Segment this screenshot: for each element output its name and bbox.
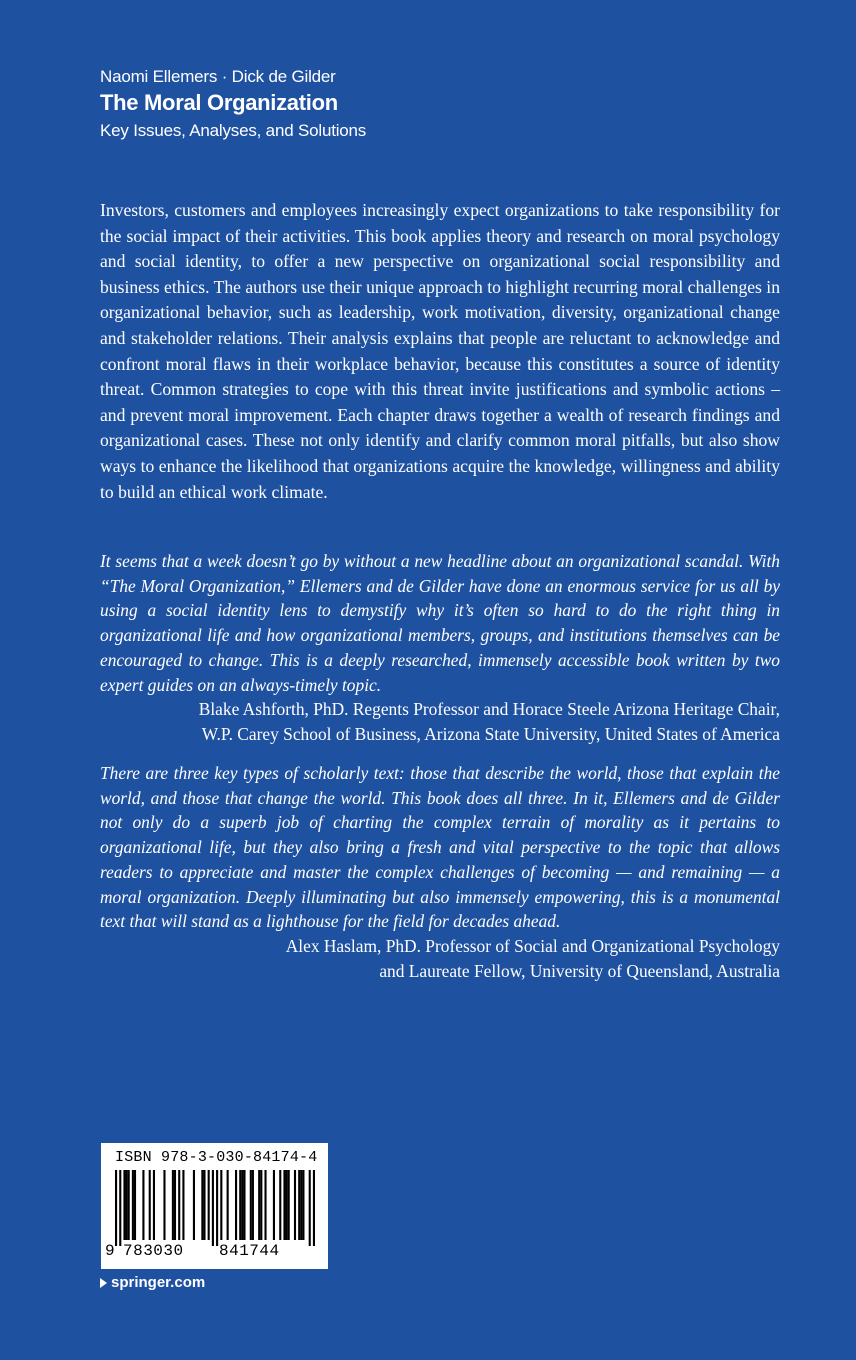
endorsement-attribution-line: W.P. Carey School of Business, Arizona State University, United States of America bbox=[201, 723, 780, 744]
barcode-bar bbox=[134, 1170, 136, 1240]
barcode-bar bbox=[260, 1170, 262, 1240]
barcode-bar bbox=[239, 1170, 241, 1240]
publisher-link-text: springer.com bbox=[111, 1274, 206, 1291]
publisher-link[interactable] bbox=[100, 1273, 205, 1293]
endorsement-attribution-line: Blake Ashforth, PhD. Regents Professor and Horace Steele Arizona Heritage Chair, bbox=[198, 699, 780, 720]
book-subtitle: Key Issues, Analyses, and Solutions bbox=[100, 121, 367, 140]
barcode-bar bbox=[220, 1170, 222, 1240]
barcode-bar bbox=[286, 1170, 288, 1240]
cover-header bbox=[100, 66, 780, 144]
endorsement-attribution-line: and Laureate Fellow, University of Queensland, Australia bbox=[379, 960, 780, 981]
barcode-bar bbox=[300, 1170, 302, 1240]
barcode-bar bbox=[235, 1170, 237, 1240]
endorsement-1 bbox=[100, 549, 780, 747]
barcode-bar bbox=[203, 1170, 205, 1240]
ean-left-digits: 783030 bbox=[123, 1242, 184, 1260]
authors: Naomi Ellemers · Dick de Gilder bbox=[100, 67, 336, 86]
barcode-bar bbox=[264, 1170, 266, 1240]
book-title: The Moral Organization bbox=[100, 90, 338, 115]
barcode-bar bbox=[288, 1170, 290, 1240]
barcode-bar bbox=[252, 1170, 254, 1240]
isbn-barcode bbox=[101, 1143, 328, 1269]
barcode-bar bbox=[227, 1170, 229, 1240]
barcode-bar bbox=[153, 1170, 155, 1240]
barcode-bar bbox=[126, 1170, 128, 1240]
barcode-bar bbox=[250, 1170, 252, 1240]
endorsement-text: There are three key types of scholarly text: those that describe the world, those that explain the world, and those that change the world. This book does all three. In it, Ellemers and de Gilder not only do a superb job of charting the complex terrain of morality as it pertains to organizational life, but they also bring a fresh and vital perspective to the topic that allows readers to appreciate and master the complex challenges of becoming — and remaining — a moral organization. Deeply illuminating but also immensely empowering, this is a monumental text that will stand as a lighthouse for the field for decades ahead. bbox=[100, 763, 780, 932]
barcode-bar bbox=[279, 1170, 281, 1240]
barcode-bar bbox=[298, 1170, 300, 1240]
ean-first-digit: 9 bbox=[105, 1242, 115, 1260]
barcode-guard-bar bbox=[313, 1170, 315, 1246]
barcode-bar bbox=[142, 1170, 144, 1240]
barcode-bar bbox=[208, 1170, 210, 1240]
barcode-bar bbox=[132, 1170, 134, 1240]
barcode-bar bbox=[302, 1170, 304, 1240]
barcode-bar bbox=[178, 1170, 180, 1240]
barcode-bar bbox=[258, 1170, 260, 1240]
barcode-bar bbox=[123, 1170, 125, 1240]
barcode-bar bbox=[163, 1170, 165, 1240]
barcode-bar bbox=[241, 1170, 243, 1240]
endorsement-text: It seems that a week doesn’t go by without a new headline about an organizational scandal. With “The Moral Organization,” Ellemers and de Gilder have done an enormous service for us all by using a social identity lens to demystify why it’s often so hard to do the right thing in organizational life and how organizational members, groups, and institutions themselves can be encouraged to change. This is a deeply researched, immensely accessible book written by two expert guides on an always-timely topic. bbox=[100, 551, 780, 695]
barcode-bar bbox=[193, 1170, 195, 1240]
barcode-bar bbox=[294, 1170, 296, 1240]
book-description: Investors, customers and employees increasingly expect organizations to take responsibility for the social impact of their activities. This book applies theory and research on moral psychology and social identity, to offer a new perspective on organizational social responsibility and business ethics. The authors use their unique approach to highlight recurring moral challenges in organizational behavior, such as leadership, work motivation, diversity, organizational change and stakeholder relations. Their analysis explains that people are reluctant to acknowledge and confront moral flaws in their workplace behavior, because this constitutes a source of identity threat. Common strategies to cope with this threat invite justifications and symbolic actions – and prevent moral improvement. Each chapter draws together a wealth of research findings and organizational cases. These not only identify and clarify common moral pitfalls, but also show ways to enhance the likelihood that organizations acquire the knowledge, willingness and ability to build an ethical work climate. bbox=[100, 200, 780, 502]
barcode-bar bbox=[243, 1170, 245, 1240]
barcode-bar bbox=[182, 1170, 184, 1240]
endorsement-attribution-line: Alex Haslam, PhD. Professor of Social and Organizational Psychology bbox=[285, 935, 780, 956]
barcode-guard-bar bbox=[309, 1170, 311, 1246]
barcode-bar bbox=[174, 1170, 176, 1240]
isbn-label: ISBN 978-3-030-84174-4 bbox=[115, 1149, 318, 1166]
ean-right-digits: 841744 bbox=[219, 1242, 280, 1260]
arrow-right-icon bbox=[100, 1278, 107, 1288]
barcode-guard-bar bbox=[212, 1170, 214, 1246]
barcode-guard-bar bbox=[216, 1170, 218, 1246]
barcode-bars bbox=[115, 1170, 315, 1246]
barcode-bar bbox=[201, 1170, 203, 1240]
barcode-bar bbox=[128, 1170, 130, 1240]
endorsement-2 bbox=[100, 761, 780, 983]
barcode-bar bbox=[149, 1170, 151, 1240]
barcode-bar bbox=[172, 1170, 174, 1240]
barcode-guard-bar bbox=[115, 1170, 117, 1246]
barcode-guard-bar bbox=[119, 1170, 121, 1246]
barcode-bar bbox=[283, 1170, 285, 1240]
barcode-bar bbox=[273, 1170, 275, 1240]
